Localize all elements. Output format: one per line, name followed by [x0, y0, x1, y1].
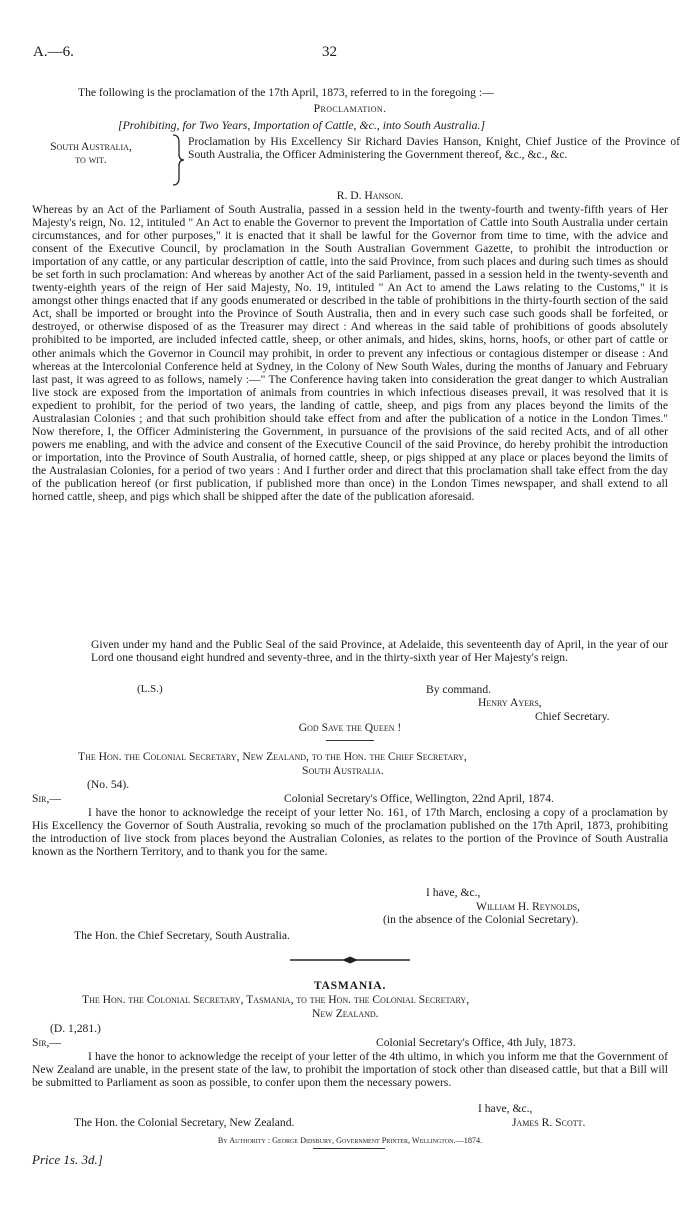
- seal-mark: (L.S.): [137, 683, 163, 695]
- letter1-number: (No. 54).: [87, 778, 130, 791]
- tasmania-heading: TASMANIA.: [313, 979, 387, 992]
- letter1-absence-note: (in the absence of the Colonial Secretary).: [383, 913, 579, 926]
- intro-line: The following is the proclamation of the 17th April, 1873, referred to in the foregoing :—: [78, 86, 494, 99]
- letter1-body: I have the honor to acknowledge the receipt of your letter No. 161, of 17th March, enclosing a copy of a proclamation by His Excellency the Governor of South Australia, revoking so much of the proclamation published on the 17th April, 1873, prohibiting the introduction of live stock from places beyond the Australian Colonies, as relates to the portion of the Province of South Australia known as the Northern Territory, and to thank you for the same.: [32, 806, 668, 859]
- letter2-body: I have the honor to acknowledge the receipt of your letter of the 4th ultimo, in which you inform me that the Government of New Zealand are unable, in the present state of the law, to prohibit the importation of stock other than diseased cattle, but that a Bill will be submitted to Parliament as soon as possible, to confer upon them the necessary powers.: [32, 1050, 668, 1090]
- letter1-salutation: Sir,—: [32, 792, 61, 805]
- proclamation-subtitle: [Prohibiting, for Two Years, Importation of Cattle, &c., into South Australia.]: [118, 118, 486, 132]
- letter2-address-line1: The Hon. the Colonial Secretary, Tasmania, to the Hon. the Colonial Secretary,: [82, 993, 470, 1006]
- printer-authority: By Authority : George Didsbury, Government Printer, Wellington.—1874.: [217, 1136, 483, 1145]
- letter1-recipient: The Hon. the Chief Secretary, South Australia.: [74, 929, 290, 942]
- letter1-address-line2: South Australia.: [302, 764, 384, 777]
- by-command: By command.: [426, 683, 492, 696]
- ornamental-divider-icon: [290, 956, 410, 964]
- letter1-address: [78, 750, 678, 778]
- chief-secretary-name: Henry Ayers,: [478, 696, 542, 709]
- governor-signature: R. D. Hanson.: [336, 189, 404, 202]
- proclamation-body: Whereas by an Act of the Parliament of South Australia, passed in a session held in the twenty-fourth and twenty-fifth years of Her Majesty's reign, No. 12, intituled " An Act to enable the Governor to prevent the Importation of Cattle into South Australia under certain circumstances, and for other purposes," it is enacted that it shall be lawful for the Governor from time to time, with the advice and consent of the Executive Council, by proclamation in the South Australian Government Gazette, to prohibit the introduction or importation of any cattle, or any particular description of cattle, into the said Province, from such places and during such times as should be set forth in such proclamation: And whereas by another Act of the said Parliament, passed in a session held in the twenty-seventh and twenty-eighth years of the reign of Her said Majesty, No. 19, intituled " An Act to amend the Laws relating to the Customs," it is amongst other things enacted that if any goods enumerated or described in the table of prohibitions in the thirty-fourth section of the said Act, shall be imported or brought into the Province of South Australia, then and in every such case such goods shall be forfeited, or destroyed, or otherwise disposed of as the Treasurer may direct : And whereas in the said table of prohibitions of goods absolutely prohibited to be imported, are included infected cattle, sheep, or other animals, and hides, skins, horns, hoofs, or other part of cattle or other animals which the Governor in Council may prohibit, in order to prevent any infectious or contagious distemper or disease : And whereas at the Intercolonial Conference held at Sydney, in the Colony of New South Wales, during the months of January and February last past, it was agreed to as follows, namely :—" The Conference having taken into consideration the great danger to which Australian live stock are exposed from the importation of animals from countries in which infectious diseases prevail, it was resolved that it is expedient to prohibit, for the period of two years, the landing of cattle, sheep, and pigs from any places beyond the limits of the Australasian Colonies ; and that such prohibition should take effect from and after the publication of a notice in the London Times." Now therefore, I, the Officer Administering the Government, in pursuance of the provisions of the said recited Acts, and of all other powers me enabling, and with the advice and consent of the Executive Council of the said Province, do hereby prohibit the introduction or importation, into the Province of South Australia, of horned cattle, sheep, or pigs shipped at any place or places beyond the limits of the Australasian Colonies, for a period of two years : And I further order and direct that this proclamation shall take effect from the day of the publication hereof (or first publication, if published more than once) in the London Times newspaper, and shall extend to all horned cattle, sheep, and pigs which shall be shipped after the date of the publication aforesaid.: [32, 203, 668, 504]
- document-reference: A.—6.: [33, 44, 74, 60]
- god-save-the-queen: God Save the Queen !: [298, 721, 402, 734]
- place-label-line2: to wit.: [75, 153, 107, 166]
- letter1-office-date: Colonial Secretary's Office, Wellington, 22nd April, 1874.: [284, 792, 554, 805]
- letter2-address: [82, 993, 682, 1021]
- letter1-signatory: William H. Reynolds,: [476, 900, 580, 913]
- proclamation-title: Proclamation.: [313, 102, 387, 115]
- place-label-line1: South Australia,: [50, 140, 132, 153]
- proclamation-given: Given under my hand and the Public Seal of the said Province, at Adelaide, this seventeenth day of April, in the year of our Lord one thousand eight hundred and seventy-three, and in the thirty-sixth year of Her Majesty's reign.: [91, 638, 668, 665]
- footer-rule: [313, 1148, 385, 1149]
- chief-secretary-title: Chief Secretary.: [535, 710, 610, 723]
- letter2-sign-off: I have, &c.,: [478, 1102, 533, 1115]
- letter2-signatory: James R. Scott.: [512, 1116, 586, 1129]
- letter2-address-line2: New Zealand.: [312, 1007, 379, 1020]
- section-divider: [326, 740, 374, 741]
- price-note: Price 1s. 3d.]: [32, 1152, 103, 1167]
- proclamation-preamble: [20, 133, 680, 187]
- page-number: 32: [322, 44, 337, 60]
- letter1-sign-off: I have, &c.,: [426, 886, 481, 899]
- letter1-address-line1: The Hon. the Colonial Secretary, New Zealand, to the Hon. the Chief Secretary,: [78, 750, 467, 763]
- letter2-recipient: The Hon. the Colonial Secretary, New Zealand.: [74, 1116, 295, 1129]
- letter2-salutation: Sir,—: [32, 1036, 61, 1049]
- place-label: [20, 140, 162, 166]
- letter2-number: (D. 1,281.): [50, 1022, 101, 1035]
- letter2-office-date: Colonial Secretary's Office, 4th July, 1873.: [376, 1036, 576, 1049]
- proclamation-by-line: Proclamation by His Excellency Sir Richard Davies Hanson, Knight, Chief Justice of the Province of South Australia, the Officer Administering the Government thereof, &c., &c., &c.: [188, 135, 680, 162]
